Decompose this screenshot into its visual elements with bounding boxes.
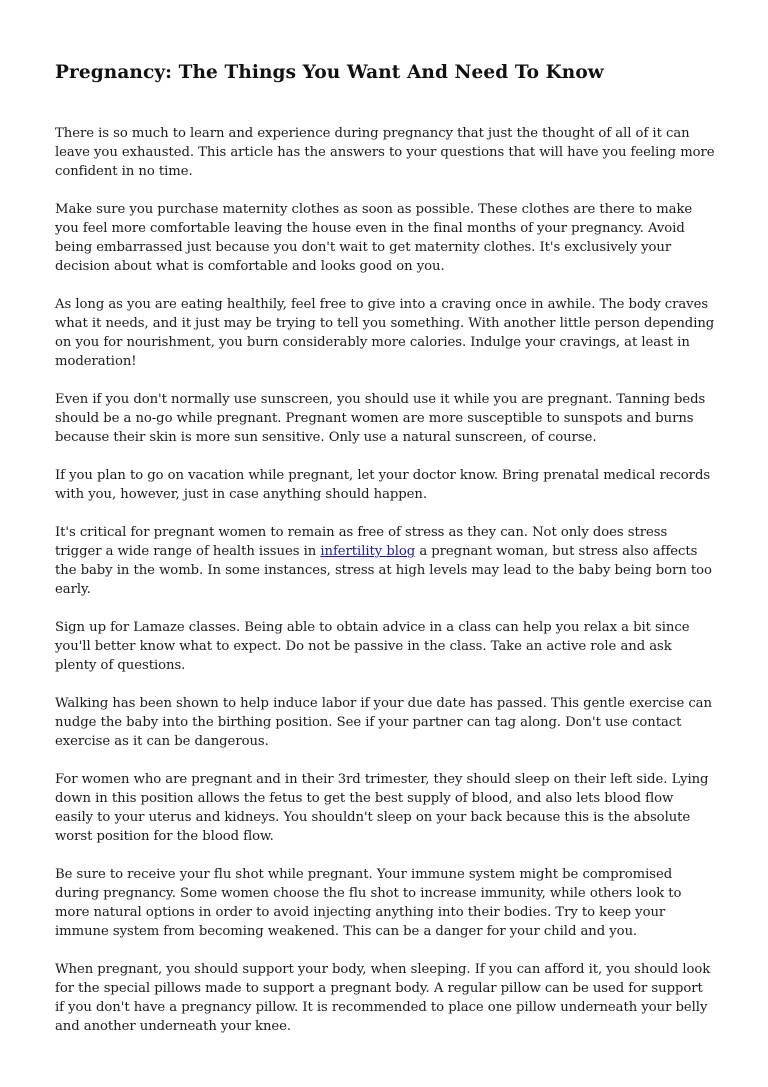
paragraph: For women who are pregnant and in their 3rd trimester, they should sleep on their left side. Lying down in this position allows the fetus to get the best supply of blood, and also lets blood flow easily to your uterus and kidneys. You shouldn't sleep on your back because this is the absolute worst position for the blood flow. (55, 772, 709, 844)
paragraph: Be sure to receive your flu shot while pregnant. Your immune system might be compromised during pregnancy. Some women choose the flu shot to increase immunity, while others look to more natural options in order to avoid injecting anything into their bodies. Try to keep your immune system from becoming weakened. This can be a danger for your child and you. (55, 867, 682, 939)
paragraph-text-after-link: a pregnant woman, but stress also affects the baby in the womb. In some instances, stress at high levels may lead to the baby being born too early. (55, 544, 712, 597)
paragraph: Even if you don't normally use sunscreen, you should use it while you are pregnant. Tanning beds should be a no-go while pregnant. Pregnant women are more susceptible to sunspots and burns because their skin is more sun sensitive. Only use a natural sunscreen, of course. (55, 392, 706, 445)
page-title: Pregnancy: The Things You Want And Need To Know (55, 62, 604, 83)
infertility-blog-link[interactable]: infertility blog (320, 544, 416, 559)
paragraph: As long as you are eating healthily, feel free to give into a craving once in awhile. The body craves what it needs, and it just may be trying to tell you something. With another little person depending on you for nourishment, you burn considerably more calories. Indulge your cravings, at least in moderation! (55, 297, 715, 369)
paragraph: There is so much to learn and experience during pregnancy that just the thought of all of it can leave you exhausted. This article has the answers to your questions that will have you feeling more confident in no time. (55, 126, 715, 179)
paragraph: When pregnant, you should support your body, when sleeping. If you can afford it, you should look for the special pillows made to support a pregnant body. A regular pillow can be used for support if you don't have a pregnancy pillow. It is recommended to place one pillow underneath your belly and another underneath your knee. (55, 962, 711, 1034)
paragraph-text-before-link: It's critical for pregnant women to remain as free of stress as they can. Not only does stress trigger a wide range of health issues in (55, 525, 668, 559)
paragraph-with-link (55, 523, 715, 599)
paragraph: If you plan to go on vacation while pregnant, let your doctor know. Bring prenatal medical records with you, however, just in case anything should happen. (55, 468, 711, 502)
paragraph: Sign up for Lamaze classes. Being able to obtain advice in a class can help you relax a bit since you'll better know what to expect. Do not be passive in the class. Take an active role and ask plenty of questions. (55, 620, 690, 673)
paragraph: Make sure you purchase maternity clothes as soon as possible. These clothes are there to make you feel more comfortable leaving the house even in the final months of your pregnancy. Avoid being embarrassed just because you don't wait to get maternity clothes. It's exclusively your decision about what is comfortable and looks good on you. (55, 202, 693, 274)
document-page (55, 58, 715, 1055)
paragraph: Walking has been shown to help induce labor if your due date has passed. This gentle exercise can nudge the baby into the birthing position. See if your partner can tag along. Don't use contact exercise as it can be dangerous. (55, 696, 712, 749)
